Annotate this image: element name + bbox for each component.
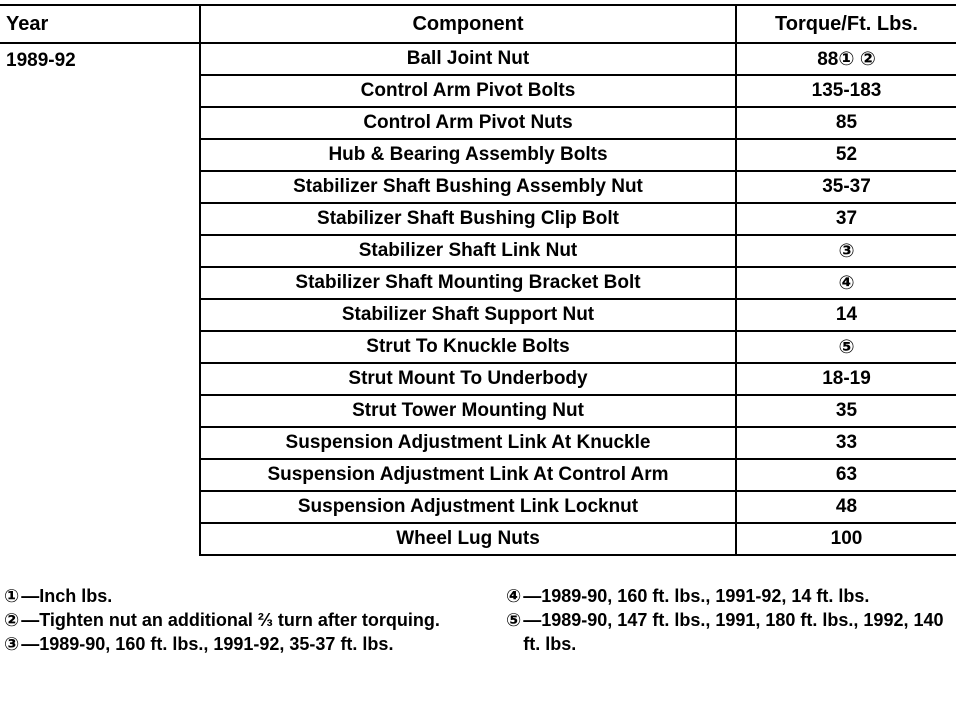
component-cell: Suspension Adjustment Link At Control Arm bbox=[200, 459, 736, 491]
footnotes-right bbox=[506, 584, 956, 656]
component-column-header: Component bbox=[200, 5, 736, 43]
footnote bbox=[4, 608, 474, 632]
table-body bbox=[0, 43, 956, 555]
torque-cell: 14 bbox=[736, 299, 956, 331]
component-cell: Control Arm Pivot Nuts bbox=[200, 107, 736, 139]
component-cell: Ball Joint Nut bbox=[200, 43, 736, 75]
component-cell: Stabilizer Shaft Support Nut bbox=[200, 299, 736, 331]
torque-cell: 18-19 bbox=[736, 363, 956, 395]
year-cell: 1989-92 bbox=[6, 50, 76, 71]
component-cell: Strut To Knuckle Bolts bbox=[200, 331, 736, 363]
component-cell: Strut Mount To Underbody bbox=[200, 363, 736, 395]
component-cell: Control Arm Pivot Bolts bbox=[200, 75, 736, 107]
component-cell: Stabilizer Shaft Mounting Bracket Bolt bbox=[200, 267, 736, 299]
component-cell: Stabilizer Shaft Bushing Clip Bolt bbox=[200, 203, 736, 235]
torque-spec-table bbox=[0, 4, 956, 556]
component-cell: Wheel Lug Nuts bbox=[200, 523, 736, 555]
component-cell: Stabilizer Shaft Bushing Assembly Nut bbox=[200, 171, 736, 203]
table-header bbox=[0, 5, 956, 43]
torque-cell: 33 bbox=[736, 427, 956, 459]
footnote bbox=[4, 632, 474, 656]
footnote-text: —1989-90, 147 ft. lbs., 1991, 180 ft. lbs., 1992, 140 ft. lbs. bbox=[523, 610, 944, 654]
component-cell: Suspension Adjustment Link At Knuckle bbox=[200, 427, 736, 459]
torque-cell: ④ bbox=[736, 267, 956, 299]
torque-cell: 63 bbox=[736, 459, 956, 491]
footnote bbox=[506, 584, 956, 608]
torque-cell: 88① ② bbox=[736, 43, 956, 75]
component-cell: Stabilizer Shaft Link Nut bbox=[200, 235, 736, 267]
footnote-text: —Inch lbs. bbox=[21, 586, 113, 606]
footnote bbox=[506, 608, 956, 656]
year-column-header: Year bbox=[0, 5, 200, 43]
footnotes-left bbox=[4, 584, 474, 656]
header-row bbox=[0, 5, 956, 43]
footnote-mark: ① bbox=[4, 586, 20, 606]
component-cell: Strut Tower Mounting Nut bbox=[200, 395, 736, 427]
torque-cell: ③ bbox=[736, 235, 956, 267]
torque-cell: 35 bbox=[736, 395, 956, 427]
torque-cell: 48 bbox=[736, 491, 956, 523]
footnote-text: —1989-90, 160 ft. lbs., 1991-92, 35-37 ft. lbs. bbox=[21, 634, 394, 654]
torque-cell: 35-37 bbox=[736, 171, 956, 203]
torque-cell: 52 bbox=[736, 139, 956, 171]
torque-cell: 100 bbox=[736, 523, 956, 555]
torque-cell: 37 bbox=[736, 203, 956, 235]
torque-column-header: Torque/Ft. Lbs. bbox=[736, 5, 956, 43]
footnote bbox=[4, 584, 474, 608]
component-cell: Hub & Bearing Assembly Bolts bbox=[200, 139, 736, 171]
table-row bbox=[0, 43, 956, 75]
torque-cell: ⑤ bbox=[736, 331, 956, 363]
footnote-text: —1989-90, 160 ft. lbs., 1991-92, 14 ft. lbs. bbox=[523, 586, 870, 606]
footnote-mark: ② bbox=[4, 610, 20, 630]
torque-cell: 85 bbox=[736, 107, 956, 139]
footnote-mark: ④ bbox=[506, 586, 522, 606]
footnote-mark: ⑤ bbox=[506, 610, 522, 630]
component-cell: Suspension Adjustment Link Locknut bbox=[200, 491, 736, 523]
torque-cell: 135-183 bbox=[736, 75, 956, 107]
footnote-text: —Tighten nut an additional ⅔ turn after torquing. bbox=[21, 610, 440, 630]
footnote-mark: ③ bbox=[4, 634, 20, 654]
